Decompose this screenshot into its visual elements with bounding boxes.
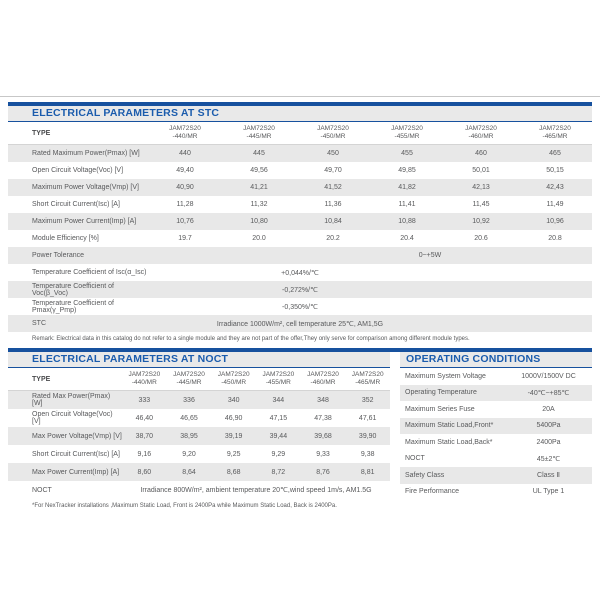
cell-value: 49,56 bbox=[250, 167, 268, 174]
row-label: Open Circuit Voltage(Voc) [V] bbox=[32, 411, 113, 425]
section-electrical-stc bbox=[8, 102, 592, 348]
cell-value: 455 bbox=[401, 150, 413, 157]
section-operating-conditions bbox=[400, 352, 592, 501]
row-value: 20A bbox=[542, 405, 555, 413]
row-label: Maximum Static Load,Back* bbox=[405, 438, 493, 446]
noct-column-header-1 bbox=[167, 371, 212, 387]
cell-value: 8,64 bbox=[182, 468, 196, 476]
model-variant: -455/MR bbox=[394, 133, 420, 140]
cell-value: 40,90 bbox=[176, 184, 194, 191]
model-variant: -465/MR bbox=[355, 379, 381, 386]
cell-value: 348 bbox=[317, 396, 329, 404]
row-label: Open Circuit Voltage(Voc) [V] bbox=[32, 167, 124, 174]
cell-value: 460 bbox=[475, 150, 487, 157]
cell-value: 9,20 bbox=[182, 450, 196, 458]
stc-column-header-1 bbox=[222, 125, 296, 141]
stc-column-header-3 bbox=[370, 125, 444, 141]
noct-table bbox=[8, 368, 390, 499]
table-row-noct-value bbox=[400, 451, 592, 468]
cell-value: 50,15 bbox=[546, 167, 564, 174]
cell-value: 39,68 bbox=[314, 432, 332, 440]
cell-value: 352 bbox=[361, 396, 374, 404]
row-label: NOCT bbox=[405, 455, 425, 463]
cell-value: 41,21 bbox=[250, 184, 268, 191]
cell-value: 344 bbox=[272, 396, 285, 404]
cell-value: 9,25 bbox=[226, 450, 241, 458]
noct-section-title: ELECTRICAL PARAMETERS AT NOCT bbox=[8, 352, 390, 369]
noct-column-header-4 bbox=[301, 371, 346, 387]
row-span-value: Irradiance 800W/m², ambient temperature 20℃,wind speed 1m/s, AM1.5G bbox=[140, 487, 372, 494]
model-name: JAM72S20 bbox=[173, 371, 205, 378]
noct-column-header-3 bbox=[256, 371, 301, 387]
table-row-noct-max-power-current bbox=[8, 463, 390, 481]
cell-value: 10,76 bbox=[176, 218, 194, 225]
table-row-noct-rated-max-power bbox=[8, 391, 390, 409]
cell-value: 11,45 bbox=[472, 201, 490, 208]
noct-column-header-2 bbox=[211, 371, 256, 387]
cell-value: 10,92 bbox=[472, 218, 490, 225]
cell-value: 20.0 bbox=[252, 235, 266, 242]
table-row-noct-open-circuit-voltage bbox=[8, 409, 390, 427]
row-label: Temperature Coefficient of Voc(β_Voc) bbox=[32, 282, 114, 297]
model-variant: -445/MR bbox=[246, 133, 272, 140]
row-label: Operating Temperature bbox=[405, 389, 477, 397]
cell-value: 9,29 bbox=[271, 450, 286, 458]
table-row-noct-short-circuit-current bbox=[8, 445, 390, 463]
cell-value: 39,90 bbox=[358, 432, 377, 440]
stc-header-row bbox=[8, 122, 592, 145]
row-label: NOCT bbox=[32, 486, 52, 494]
model-name: JAM72S20 bbox=[243, 125, 275, 132]
cell-value: 20.6 bbox=[474, 235, 488, 242]
table-row-max-static-load-front bbox=[400, 418, 592, 435]
stc-remark-text: Remark: Electrical data in this catalog do not refer to a single module and they are not part of the offer,They only serve for comparison among different module types. bbox=[32, 336, 470, 342]
noct-type-label: TYPE bbox=[32, 375, 51, 383]
cell-value: 49,85 bbox=[398, 167, 416, 174]
stc-column-header-5 bbox=[518, 125, 592, 141]
row-value: 5400Pa bbox=[536, 422, 561, 430]
cell-value: 20.4 bbox=[400, 235, 414, 242]
model-variant: -450/MR bbox=[320, 133, 346, 140]
row-value: 45±2℃ bbox=[536, 455, 561, 463]
row-label: Module Efficiency [%] bbox=[32, 235, 99, 242]
row-label: Temperature Coefficient of Pmax(γ_Pmp) bbox=[32, 299, 114, 314]
cell-value: 336 bbox=[183, 396, 195, 404]
table-row-max-series-fuse bbox=[400, 401, 592, 418]
row-label: Short Circuit Current(Isc) [A] bbox=[32, 450, 120, 458]
row-label: Fire Performance bbox=[405, 488, 460, 496]
cell-value: 20.8 bbox=[548, 235, 562, 242]
cell-value: 42,43 bbox=[546, 184, 564, 191]
datasheet-content bbox=[8, 102, 592, 509]
cell-value: 340 bbox=[227, 396, 240, 404]
cell-value: 49,40 bbox=[176, 167, 194, 174]
model-variant: -460/MR bbox=[468, 133, 494, 140]
table-row-safety-class bbox=[400, 467, 592, 484]
cell-value: 46,40 bbox=[135, 414, 154, 422]
row-label: Power Tolerance bbox=[32, 252, 85, 259]
section-electrical-noct bbox=[8, 352, 390, 510]
table-row-max-system-voltage bbox=[400, 368, 592, 385]
table-row-fire-performance bbox=[400, 484, 592, 501]
cell-value: 11,28 bbox=[176, 201, 194, 208]
top-divider-line bbox=[0, 96, 600, 97]
stc-column-header-4 bbox=[444, 125, 518, 141]
row-value: Class Ⅱ bbox=[537, 472, 560, 480]
table-row-module-efficiency bbox=[8, 230, 592, 247]
row-value: -40℃~+85℃ bbox=[527, 389, 570, 397]
stc-section-title: ELECTRICAL PARAMETERS AT STC bbox=[8, 106, 592, 123]
stc-type-label: TYPE bbox=[32, 129, 51, 137]
operating-table bbox=[400, 368, 592, 500]
row-value: UL Type 1 bbox=[532, 488, 565, 496]
table-row-stc-conditions bbox=[8, 315, 592, 332]
cell-value: 11,41 bbox=[398, 201, 416, 208]
cell-value: 9,38 bbox=[360, 450, 375, 458]
cell-value: 10,84 bbox=[324, 218, 342, 225]
table-row-open-circuit-voltage bbox=[8, 162, 592, 179]
model-variant: -440/MR bbox=[172, 133, 198, 140]
cell-value: 39,19 bbox=[224, 432, 243, 440]
table-row-noct-conditions bbox=[8, 481, 390, 499]
noct-header-row bbox=[8, 368, 390, 391]
row-label: Maximum System Voltage bbox=[405, 372, 486, 380]
table-row-operating-temperature bbox=[400, 385, 592, 402]
row-label: Temperature Coefficient of Isc(α_Isc) bbox=[32, 269, 147, 276]
model-name: JAM72S20 bbox=[307, 371, 339, 378]
noct-footnote-text: *For NexTracker installations ,Maximum Static Load, Front is 2400Pa while Maximum Static Load, Back is 2400Pa. bbox=[32, 503, 337, 509]
cell-value: 38,70 bbox=[135, 432, 154, 440]
cell-value: 20.2 bbox=[326, 235, 340, 242]
cell-value: 41,82 bbox=[398, 184, 416, 191]
row-value: 2400Pa bbox=[536, 438, 561, 446]
row-label: Rated Max Power(Pmax) [W] bbox=[32, 393, 111, 407]
table-row-temp-coeff-voc bbox=[8, 281, 592, 298]
row-span-value: Irradiance 1000W/m², cell temperature 25℃, AM1,5G bbox=[216, 320, 384, 328]
cell-value: 333 bbox=[138, 396, 151, 404]
table-row-power-tolerance bbox=[8, 247, 592, 264]
cell-value: 39,44 bbox=[269, 432, 288, 440]
cell-value: 10,88 bbox=[398, 218, 416, 225]
cell-value: 445 bbox=[253, 150, 265, 157]
row-label: Short Circuit Current(Isc) [A] bbox=[32, 201, 120, 208]
stc-table bbox=[8, 122, 592, 332]
cell-value: 50,01 bbox=[472, 167, 490, 174]
model-variant: -445/MR bbox=[176, 379, 202, 386]
row-value: 1000V/1500V DC bbox=[521, 372, 576, 380]
cell-value: 38,95 bbox=[180, 432, 198, 440]
cell-value: 47,38 bbox=[314, 414, 332, 422]
table-row-temp-coeff-pmax bbox=[8, 298, 592, 315]
row-label: Maximum Power Current(Imp) [A] bbox=[32, 218, 137, 225]
bottom-two-column-area bbox=[8, 352, 592, 510]
model-variant: -465/MR bbox=[542, 133, 568, 140]
model-variant: -440/MR bbox=[131, 379, 157, 386]
row-span-value: 0~+5W bbox=[418, 252, 442, 259]
model-name: JAM72S20 bbox=[217, 371, 250, 378]
cell-value: 11,49 bbox=[546, 201, 564, 208]
operating-section-title: OPERATING CONDITIONS bbox=[400, 352, 592, 369]
stc-column-header-0 bbox=[148, 125, 222, 141]
cell-value: 46,65 bbox=[180, 414, 198, 422]
table-row-max-power-voltage bbox=[8, 179, 592, 196]
model-variant: -460/MR bbox=[310, 379, 336, 386]
cell-value: 450 bbox=[327, 150, 339, 157]
cell-value: 49,70 bbox=[324, 167, 342, 174]
table-row-max-power-current bbox=[8, 213, 592, 230]
model-name: JAM72S20 bbox=[351, 371, 384, 378]
cell-value: 9,33 bbox=[316, 450, 330, 458]
model-variant: -450/MR bbox=[221, 379, 247, 386]
cell-value: 11,36 bbox=[324, 201, 342, 208]
cell-value: 465 bbox=[549, 150, 561, 157]
row-span-value: +0,044%/℃ bbox=[281, 269, 319, 277]
cell-value: 46,90 bbox=[224, 414, 243, 422]
row-label: Rated Maximum Power(Pmax) [W] bbox=[32, 150, 140, 157]
cell-value: 47,61 bbox=[358, 414, 377, 422]
row-span-value: -0,350%/℃ bbox=[282, 303, 318, 311]
model-name: JAM72S20 bbox=[169, 125, 201, 132]
model-name: JAM72S20 bbox=[391, 125, 423, 132]
model-name: JAM72S20 bbox=[317, 125, 349, 132]
cell-value: 9,16 bbox=[137, 450, 152, 458]
stc-column-header-2 bbox=[296, 125, 370, 141]
row-label: Max Power Current(Imp) [A] bbox=[32, 468, 120, 476]
cell-value: 8,72 bbox=[271, 468, 286, 476]
model-name: JAM72S20 bbox=[539, 125, 571, 132]
table-row-max-static-load-back bbox=[400, 434, 592, 451]
row-label: Maximum Power Voltage(Vmp) [V] bbox=[32, 184, 139, 191]
cell-value: 47,15 bbox=[269, 414, 288, 422]
cell-value: 10,96 bbox=[546, 218, 564, 225]
cell-value: 440 bbox=[179, 150, 191, 157]
cell-value: 8,76 bbox=[316, 468, 330, 476]
row-label: Maximum Series Fuse bbox=[405, 405, 475, 413]
table-row-rated-max-power bbox=[8, 145, 592, 162]
noct-column-header-0 bbox=[122, 371, 167, 387]
model-name: JAM72S20 bbox=[262, 371, 295, 378]
cell-value: 19.7 bbox=[178, 235, 192, 242]
cell-value: 42,13 bbox=[472, 184, 490, 191]
row-label: STC bbox=[32, 320, 46, 327]
row-label: Maximum Static Load,Front* bbox=[405, 422, 494, 430]
table-row-short-circuit-current bbox=[8, 196, 592, 213]
cell-value: 8,60 bbox=[137, 468, 152, 476]
cell-value: 11,32 bbox=[250, 201, 268, 208]
cell-value: 8,81 bbox=[360, 468, 375, 476]
row-span-value: -0,272%/℃ bbox=[282, 286, 318, 294]
noct-column-header-5 bbox=[345, 371, 390, 387]
row-label: Max Power Voltage(Vmp) [V] bbox=[32, 432, 122, 440]
table-row-temp-coeff-isc bbox=[8, 264, 592, 281]
cell-value: 8,68 bbox=[226, 468, 241, 476]
model-variant: -455/MR bbox=[265, 379, 291, 386]
model-name: JAM72S20 bbox=[465, 125, 497, 132]
cell-value: 10,80 bbox=[250, 218, 268, 225]
row-label: Safety Class bbox=[405, 471, 445, 479]
table-row-noct-max-power-voltage bbox=[8, 427, 390, 445]
model-name: JAM72S20 bbox=[128, 371, 161, 378]
cell-value: 41,52 bbox=[324, 184, 342, 191]
